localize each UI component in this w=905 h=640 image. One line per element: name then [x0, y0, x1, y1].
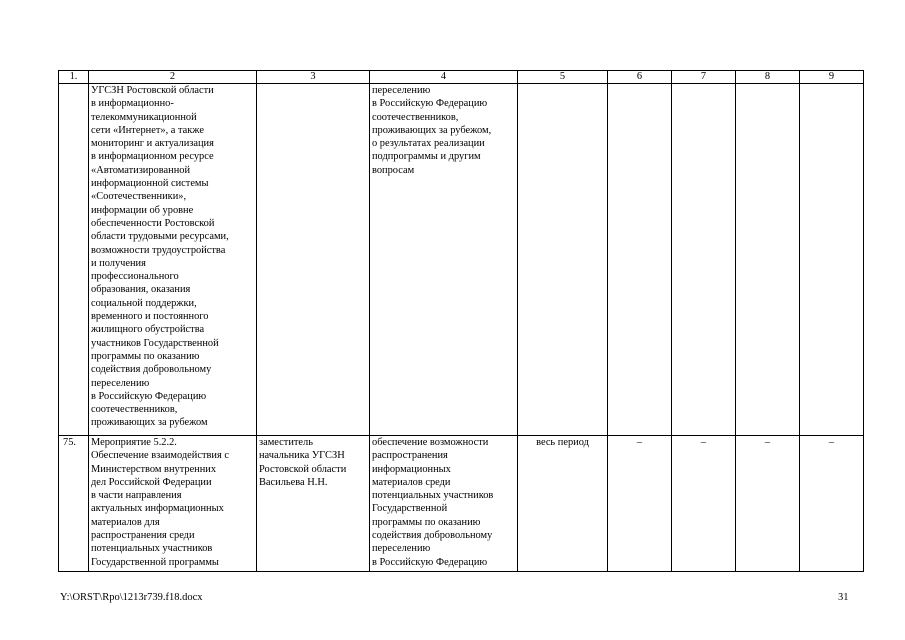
text-line: соотечественников, [372, 111, 459, 123]
text-line: материалов для [91, 516, 160, 528]
text-line: сети «Интернет», а также [91, 124, 204, 136]
text-line: в Российскую Федерацию [372, 98, 488, 110]
row75-col7-cell: – [672, 436, 736, 572]
text-line: временного и постоянного [91, 311, 209, 323]
row75-description-cell [89, 436, 257, 572]
measures-table [58, 70, 864, 572]
row75-result-cell [370, 436, 518, 572]
text-line: актуальных информационных [91, 503, 224, 515]
row-number: 75. [59, 436, 89, 572]
text-line: в информационном ресурсе [91, 151, 214, 163]
cont-description-cell [89, 84, 257, 436]
header-cell: 9 [800, 71, 864, 84]
text-line: в Российскую Федерацию [372, 556, 488, 568]
text-line: социальной поддержки, [91, 297, 197, 309]
text-line: «Соотечественники», [91, 191, 187, 203]
cont-responsible-cell [257, 84, 370, 436]
header-cell: 6 [608, 71, 672, 84]
text-line: и получения [91, 257, 146, 269]
header-cell: 1. [59, 71, 89, 84]
footer-page-number: 31 [838, 592, 849, 603]
text-line: подпрограммы и другим [372, 151, 481, 163]
text-line: мониторинг и актуализация [91, 138, 214, 150]
text-line: информации об уровне [91, 204, 194, 216]
text-line: возможности трудоустройства [91, 244, 226, 256]
text-line: образования, оказания [91, 284, 191, 296]
text-line: начальника УГСЗН [259, 450, 345, 462]
text-line: дел Российской Федерации [91, 476, 212, 488]
table-header-row [59, 71, 864, 84]
text-line: в части направления [91, 490, 182, 502]
row75-col6-cell: – [608, 436, 672, 572]
row75-col9-cell: – [800, 436, 864, 572]
text-line: обеспеченности Ростовской [91, 217, 215, 229]
header-cell: 5 [518, 71, 608, 84]
text-line: содействия добровольному [372, 530, 493, 542]
table-row-continuation [59, 84, 864, 436]
text-line: профессионального [91, 271, 179, 283]
text-line: в информационно- [91, 98, 174, 110]
text-line: Обеспечение взаимодействия с [91, 450, 229, 462]
text-line: о результатах реализации [372, 138, 485, 150]
header-cell: 3 [257, 71, 370, 84]
text-line: Васильева Н.Н. [259, 476, 328, 488]
text-line: в Российскую Федерацию [91, 390, 207, 402]
text-line: заместитель [259, 437, 313, 448]
text-line: участников Государственной [91, 337, 219, 349]
text-line: переселению [372, 85, 431, 96]
text-line: проживающих за рубежом, [372, 124, 492, 136]
cont-col6-cell [608, 84, 672, 436]
text-line: потенциальных участников [91, 543, 213, 555]
text-line: «Автоматизированной [91, 164, 191, 176]
header-cell: 4 [370, 71, 518, 84]
cont-col8-cell [736, 84, 800, 436]
text-line: переселению [91, 377, 150, 389]
text-line: информационной системы [91, 178, 209, 190]
text-line: содействия добровольному [91, 364, 212, 376]
text-line: Министерством внутренних [91, 463, 217, 475]
text-line: соотечественников, [91, 404, 178, 416]
table-row-75 [59, 436, 864, 572]
text-line: проживающих за рубежом [91, 417, 208, 429]
text-line: УГСЗН Ростовской области [91, 85, 214, 96]
text-line: жилищного обустройства [91, 324, 205, 336]
cont-col9-cell [800, 84, 864, 436]
text-line: Ростовской области [259, 463, 347, 475]
text-line: потенциальных участников [372, 490, 494, 502]
cont-num-cell [59, 84, 89, 436]
text-line: вопросам [372, 164, 415, 176]
text-line: распространения [372, 450, 448, 462]
text-line: области трудовыми ресурсами, [91, 231, 229, 243]
text-line: обеспечение возможности [372, 437, 489, 448]
cont-period-cell [518, 84, 608, 436]
text-line: переселению [372, 543, 431, 555]
cont-result-cell [370, 84, 518, 436]
row75-responsible-cell [257, 436, 370, 572]
text-line: Государственной [372, 503, 448, 515]
header-cell: 2 [89, 71, 257, 84]
text-line: Мероприятие 5.2.2. [91, 437, 177, 448]
text-line: телекоммуникационной [91, 111, 197, 123]
text-line: программы по оказанию [372, 516, 481, 528]
footer-file-path: Y:\ORST\Rpo\1213r739.f18.docx [60, 592, 203, 603]
text-line: распространения среди [91, 530, 195, 542]
text-line: программы по оказанию [91, 350, 200, 362]
row75-col8-cell: – [736, 436, 800, 572]
header-cell: 7 [672, 71, 736, 84]
text-line: информационных [372, 463, 451, 475]
header-cell: 8 [736, 71, 800, 84]
text-line: материалов среди [372, 476, 451, 488]
text-line: Государственной программы [91, 556, 219, 568]
cont-col7-cell [672, 84, 736, 436]
row75-period-cell: весь период [518, 436, 608, 572]
